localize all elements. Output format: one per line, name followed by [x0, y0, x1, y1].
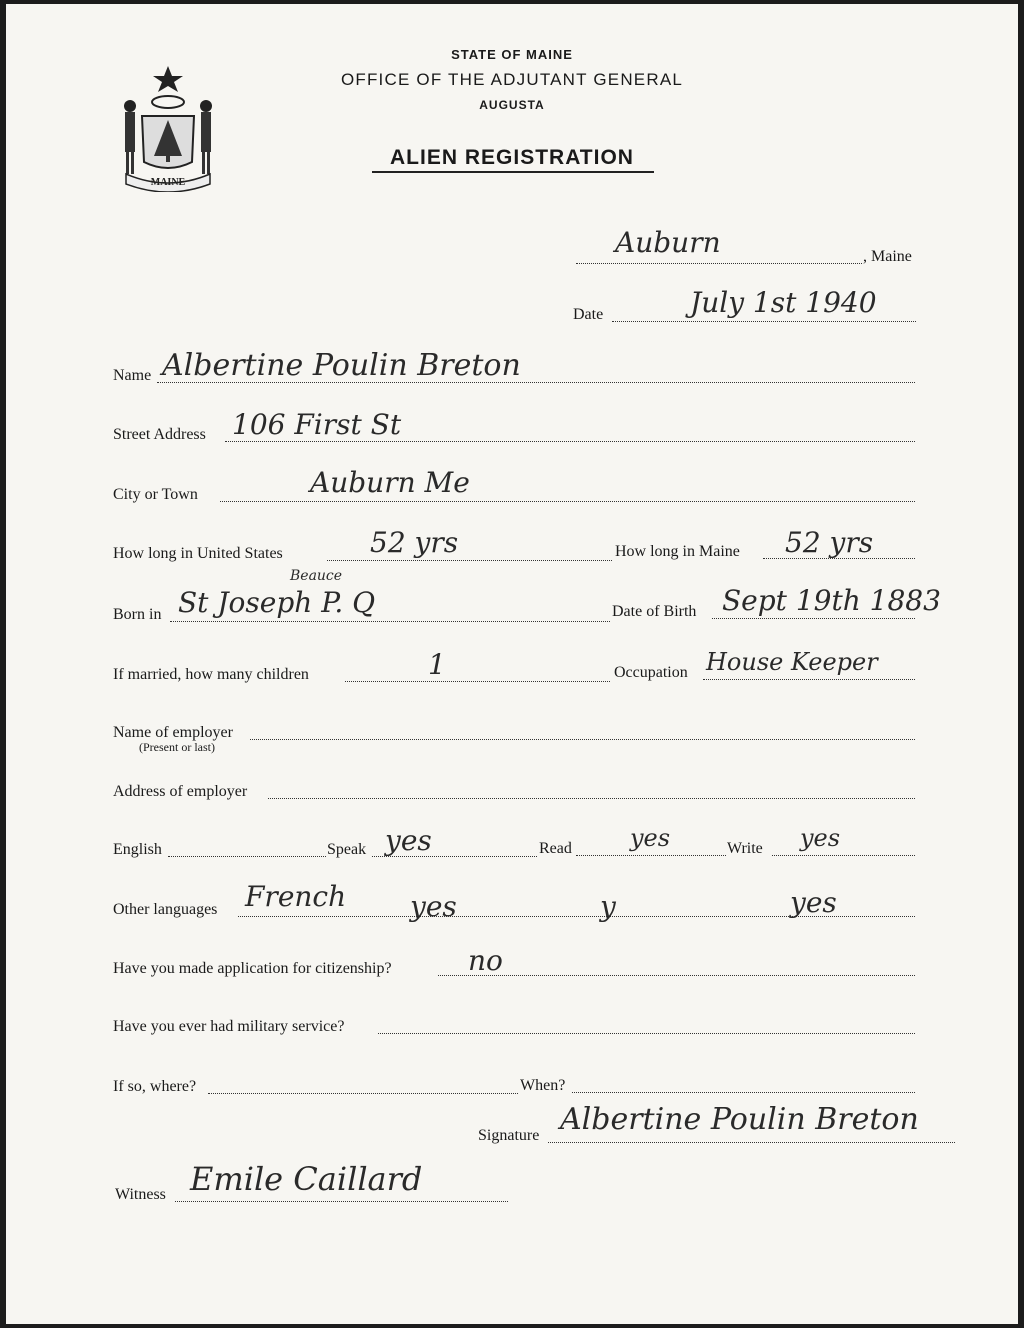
when-line [572, 1092, 915, 1093]
occupation-value: House Keeper [706, 648, 878, 676]
dob-label: Date of Birth [612, 603, 697, 620]
born-annotation: Beauce [290, 568, 343, 584]
when-label: When? [520, 1077, 566, 1094]
employer-label: Name of employer [113, 724, 233, 741]
how-long-us-value: 52 yrs [370, 526, 459, 559]
witness-value: Emile Caillard [190, 1160, 423, 1198]
other-lang-label: Other languages [113, 901, 218, 918]
employer-address-line [268, 798, 915, 799]
city-line [220, 501, 915, 502]
citizenship-value: no [468, 944, 503, 977]
how-long-us-line [327, 560, 612, 561]
read-label: Read [539, 840, 572, 857]
signature-line [548, 1142, 955, 1143]
children-label: If married, how many children [113, 666, 309, 683]
employer-address-label: Address of employer [113, 783, 248, 800]
write-label: Write [727, 840, 763, 857]
how-long-maine-label: How long in Maine [615, 543, 740, 560]
date-label: Date [573, 306, 604, 323]
employer-sublabel: (Present or last) [139, 740, 215, 754]
other-write-value: yes [790, 886, 837, 919]
town-value: Auburn [615, 226, 721, 259]
speak-value: yes [385, 824, 432, 857]
read-value: yes [630, 824, 671, 852]
signature-value: Albertine Poulin Breton [560, 1102, 919, 1137]
citizenship-label: Have you made application for citizenship? [113, 960, 392, 977]
born-label: Born in [113, 606, 162, 623]
name-value: Albertine Poulin Breton [162, 348, 521, 383]
write-line [772, 855, 915, 856]
where-line [208, 1093, 518, 1094]
military-line [378, 1033, 915, 1034]
header-city: AUGUSTA [479, 98, 545, 112]
occupation-label: Occupation [614, 664, 688, 681]
town-line [576, 263, 862, 264]
where-label: If so, where? [113, 1078, 197, 1095]
children-value: 1 [428, 648, 446, 681]
other-lang-value: French [245, 880, 347, 913]
name-label: Name [113, 367, 152, 384]
other-speak-value: yes [410, 890, 457, 923]
title-underline [372, 171, 654, 173]
children-line [345, 681, 610, 682]
how-long-maine-value: 52 yrs [785, 526, 874, 559]
dob-line [712, 618, 915, 619]
born-value: St Joseph P. Q [178, 586, 376, 619]
born-line [170, 621, 610, 622]
city-label: City or Town [113, 486, 198, 503]
read-line [576, 855, 726, 856]
witness-line [175, 1201, 508, 1202]
page-title: ALIEN REGISTRATION [390, 146, 634, 169]
citizenship-line [438, 975, 915, 976]
date-value: July 1st 1940 [690, 286, 877, 319]
date-line [612, 321, 916, 322]
dob-value: Sept 19th 1883 [722, 584, 941, 617]
how-long-us-label: How long in United States [113, 545, 283, 562]
write-value: yes [800, 824, 841, 852]
signature-label: Signature [478, 1127, 540, 1144]
other-read-value: y [600, 890, 616, 923]
speak-label: Speak [327, 841, 367, 858]
header-office: OFFICE OF THE ADJUTANT GENERAL [340, 70, 684, 89]
street-label: Street Address [113, 426, 206, 443]
city-value: Auburn Me [310, 466, 470, 499]
seal-banner-text: MAINE [150, 177, 186, 188]
header-state: STATE OF MAINE [451, 47, 573, 62]
town-suffix: , Maine [863, 248, 912, 265]
witness-label: Witness [115, 1186, 166, 1203]
street-line [225, 441, 915, 442]
employer-line [250, 739, 915, 740]
military-label: Have you ever had military service? [113, 1018, 345, 1035]
english-line [168, 856, 326, 857]
street-value: 106 First St [232, 408, 402, 441]
occupation-line [703, 679, 915, 680]
english-label: English [113, 841, 162, 858]
